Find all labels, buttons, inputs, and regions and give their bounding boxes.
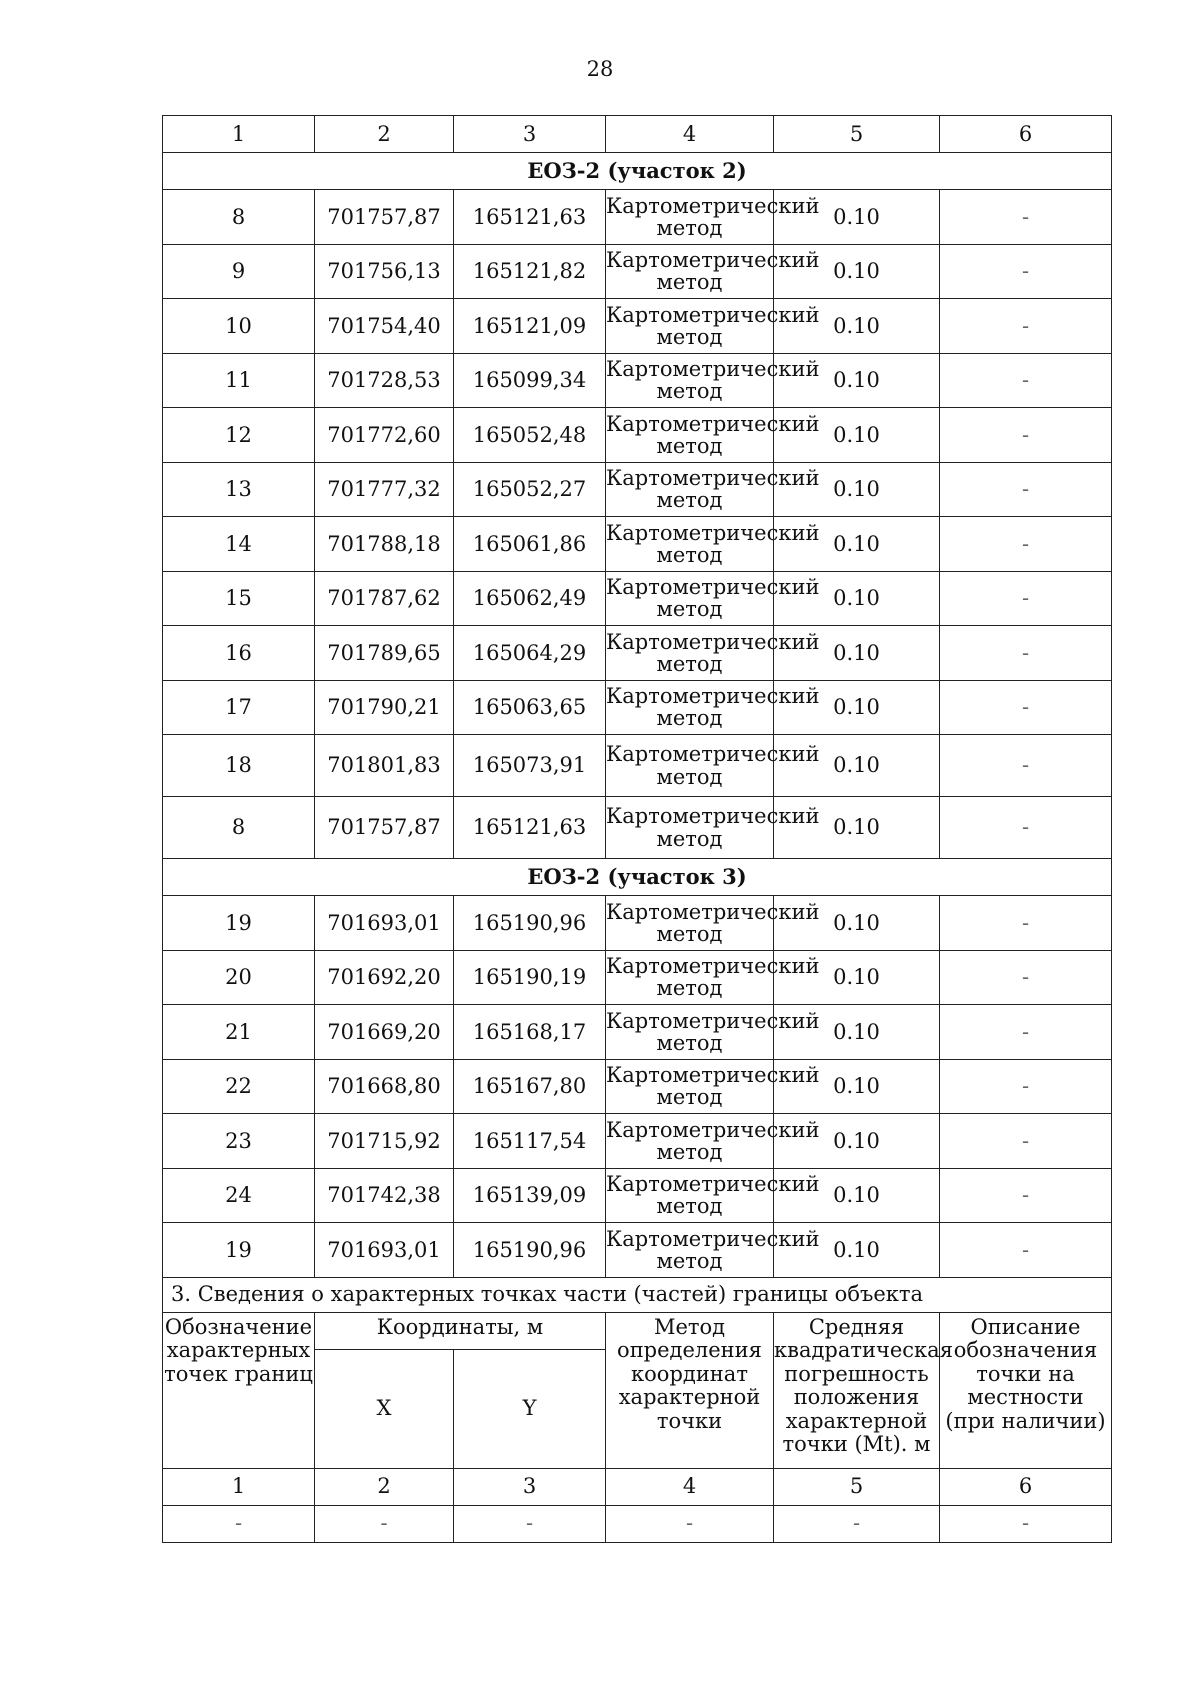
y-coordinate-cell: 165190,96 [454,1223,606,1278]
column-number-row [163,116,1112,153]
method-cell [606,462,820,517]
method-cell [606,950,820,1005]
y-coordinate-cell: 165121,82 [454,244,606,299]
accuracy-header [774,1312,953,1468]
designation-header [163,1312,315,1468]
point-number-cell: 13 [163,462,315,517]
method-text: Картометрический [606,804,820,829]
accuracy-cell: 0.10 [774,1223,940,1278]
x-coordinate-cell: 701757,87 [315,190,454,245]
method-text: метод [656,706,723,731]
method-cell [606,299,820,354]
column-number: 6 [940,1468,1112,1505]
empty-cell: - [315,1505,454,1542]
description-cell: - [940,190,1112,245]
accuracy-cell: 0.10 [774,735,940,797]
x-coordinate-cell: 701757,87 [315,797,454,859]
header-line: точки на [976,1361,1075,1386]
column-number: 4 [606,116,774,153]
y-coordinate-cell: 165190,19 [454,950,606,1005]
table-row [163,571,1112,626]
header-line: Метод [653,1314,726,1339]
point-number-cell: 16 [163,626,315,681]
method-cell [606,1005,820,1060]
method-header [606,1312,774,1468]
point-number-cell: 19 [163,896,315,951]
header-line: точки [656,1408,723,1433]
accuracy-cell: 0.10 [774,299,940,354]
method-text: Картометрический [606,899,820,924]
x-coordinate-cell: 701693,01 [315,896,454,951]
point-number-cell: 15 [163,571,315,626]
accuracy-cell: 0.10 [774,571,940,626]
header-line: характерной [618,1385,761,1410]
point-number-cell: 21 [163,1005,315,1060]
column-number: 2 [315,1468,454,1505]
header-line: (при наличии) [945,1408,1106,1433]
method-text: метод [656,826,723,851]
description-cell: - [940,735,1112,797]
x-coordinate-cell: 701693,01 [315,1223,454,1278]
description-cell: - [940,1005,1112,1060]
method-cell [606,353,820,408]
accuracy-cell: 0.10 [774,244,940,299]
point-number-cell: 22 [163,1059,315,1114]
table-row [163,1114,1112,1169]
y-header: Y [454,1349,606,1468]
method-text: Картометрический [606,193,820,218]
method-text: метод [656,597,723,622]
table-row [163,1005,1112,1060]
method-text: Картометрический [606,302,820,327]
column-number: 5 [774,116,940,153]
point-number-cell: 20 [163,950,315,1005]
method-text: Картометрический [606,466,820,491]
x-coordinate-cell: 701787,62 [315,571,454,626]
y-coordinate-cell: 165139,09 [454,1168,606,1223]
accuracy-cell: 0.10 [774,1005,940,1060]
table-row [163,626,1112,681]
method-text: Картометрический [606,742,820,767]
method-cell [606,1059,820,1114]
part3-title-row [163,1277,1112,1312]
description-cell: - [940,462,1112,517]
method-text: Картометрический [606,1117,820,1142]
description-cell: - [940,571,1112,626]
section-header-row [163,859,1112,896]
method-text: метод [656,433,723,458]
part3-title: 3. Сведения о характерных точках части (частей) границы объекта [163,1277,1112,1312]
method-text: метод [656,379,723,404]
header-line: характерной [785,1408,928,1433]
column-number: 2 [315,116,454,153]
accuracy-cell: 0.10 [774,797,940,859]
method-cell [606,244,820,299]
point-number-cell: 8 [163,190,315,245]
method-text: метод [656,1139,723,1164]
boundary-points-table [162,115,1112,1543]
y-coordinate-cell: 165117,54 [454,1114,606,1169]
method-cell [606,1114,820,1169]
point-number-cell: 19 [163,1223,315,1278]
empty-cell: - [606,1505,774,1542]
y-coordinate-cell: 165064,29 [454,626,606,681]
table-row [163,680,1112,735]
x-coordinate-cell: 701754,40 [315,299,454,354]
section-title: ЕОЗ-2 (участок 2) [163,153,1112,190]
y-coordinate-cell: 165168,17 [454,1005,606,1060]
method-text: Картометрический [606,1063,820,1088]
description-cell: - [940,680,1112,735]
point-number-cell: 11 [163,353,315,408]
part3-empty-row [163,1505,1112,1542]
table-row [163,1059,1112,1114]
method-text: метод [656,488,723,513]
page-number: 28 [586,57,614,81]
method-text: Картометрический [606,1172,820,1197]
header-line: характерных [166,1338,311,1363]
empty-cell: - [454,1505,606,1542]
point-number-cell: 9 [163,244,315,299]
method-text: метод [656,324,723,349]
section-title: ЕОЗ-2 (участок 3) [163,859,1112,896]
x-coordinate-cell: 701772,60 [315,408,454,463]
coordinates-header: Координаты, м [315,1312,606,1349]
header-line: определения [617,1338,762,1363]
point-number-cell: 17 [163,680,315,735]
y-coordinate-cell: 165167,80 [454,1059,606,1114]
accuracy-cell: 0.10 [774,408,940,463]
method-text: метод [656,976,723,1001]
table-row [163,517,1112,572]
column-number: 3 [454,1468,606,1505]
description-cell: - [940,244,1112,299]
description-cell: - [940,353,1112,408]
method-text: метод [656,921,723,946]
description-cell: - [940,950,1112,1005]
x-coordinate-cell: 701801,83 [315,735,454,797]
table-body [163,116,1112,1543]
method-cell [606,517,820,572]
accuracy-cell: 0.10 [774,950,940,1005]
accuracy-cell: 0.10 [774,1168,940,1223]
y-coordinate-cell: 165121,63 [454,797,606,859]
description-cell: - [940,626,1112,681]
description-cell: - [940,896,1112,951]
x-coordinate-cell: 701728,53 [315,353,454,408]
point-number-cell: 24 [163,1168,315,1223]
column-number: 5 [774,1468,940,1505]
table-row [163,190,1112,245]
method-text: Картометрический [606,248,820,273]
header-line: положения [793,1385,920,1410]
table-row [163,1168,1112,1223]
method-text: метод [656,1030,723,1055]
point-number-cell: 10 [163,299,315,354]
method-cell [606,190,820,245]
x-coordinate-cell: 701790,21 [315,680,454,735]
method-text: метод [656,764,723,789]
accuracy-cell: 0.10 [774,680,940,735]
table-row [163,735,1112,797]
method-cell [606,1223,820,1278]
description-cell: - [940,797,1112,859]
y-coordinate-cell: 165121,09 [454,299,606,354]
point-number-cell: 23 [163,1114,315,1169]
header-line: Средняя [808,1314,905,1339]
method-text: Картометрический [606,1008,820,1033]
x-coordinate-cell: 701692,20 [315,950,454,1005]
table-row [163,299,1112,354]
method-text: Картометрический [606,1226,820,1251]
y-coordinate-cell: 165052,27 [454,462,606,517]
method-cell [606,896,820,951]
empty-cell: - [940,1505,1112,1542]
table-row [163,950,1112,1005]
method-text: Картометрический [606,684,820,709]
x-coordinate-cell: 701668,80 [315,1059,454,1114]
point-number-cell: 18 [163,735,315,797]
description-cell: - [940,1168,1112,1223]
description-cell: - [940,1114,1112,1169]
method-text: Картометрический [606,520,820,545]
header-line: местности [967,1385,1084,1410]
description-cell: - [940,1059,1112,1114]
column-number: 6 [940,116,1112,153]
method-text: метод [656,1248,723,1273]
method-cell [606,680,820,735]
header-line: координат [631,1361,748,1386]
x-coordinate-cell: 701756,13 [315,244,454,299]
x-coordinate-cell: 701788,18 [315,517,454,572]
description-cell: - [940,408,1112,463]
empty-cell: - [774,1505,940,1542]
table-row [163,462,1112,517]
accuracy-cell: 0.10 [774,190,940,245]
x-coordinate-cell: 701669,20 [315,1005,454,1060]
method-text: Картометрический [606,357,820,382]
table-row [163,408,1112,463]
method-text: Картометрический [606,629,820,654]
description-header [940,1312,1112,1468]
column-number: 1 [163,116,315,153]
method-cell [606,735,820,797]
table-row [163,353,1112,408]
y-coordinate-cell: 165061,86 [454,517,606,572]
y-coordinate-cell: 165121,63 [454,190,606,245]
column-number: 1 [163,1468,315,1505]
point-number-cell: 8 [163,797,315,859]
table-row [163,896,1112,951]
accuracy-cell: 0.10 [774,1114,940,1169]
header-line: Описание [970,1314,1081,1339]
method-cell [606,408,820,463]
method-text: Картометрический [606,411,820,436]
x-coordinate-cell: 701715,92 [315,1114,454,1169]
y-coordinate-cell: 165099,34 [454,353,606,408]
point-number-cell: 14 [163,517,315,572]
method-text: метод [656,270,723,295]
table-row [163,797,1112,859]
method-text: метод [656,1194,723,1219]
x-coordinate-cell: 701777,32 [315,462,454,517]
accuracy-cell: 0.10 [774,896,940,951]
header-line: Обозначение [164,1314,313,1339]
accuracy-cell: 0.10 [774,626,940,681]
method-text: метод [656,651,723,676]
part3-column-number-row [163,1468,1112,1505]
column-number: 3 [454,116,606,153]
table-row [163,1223,1112,1278]
x-coordinate-cell: 701789,65 [315,626,454,681]
table-row [163,244,1112,299]
y-coordinate-cell: 165073,91 [454,735,606,797]
y-coordinate-cell: 165190,96 [454,896,606,951]
accuracy-cell: 0.10 [774,353,940,408]
accuracy-cell: 0.10 [774,517,940,572]
method-cell [606,626,820,681]
method-cell [606,797,820,859]
description-cell: - [940,1223,1112,1278]
header-line: погрешность [784,1361,929,1386]
method-text: метод [656,1085,723,1110]
header-line: обозначения [953,1338,1098,1363]
x-coordinate-cell: 701742,38 [315,1168,454,1223]
x-header: X [315,1349,454,1468]
description-cell: - [940,299,1112,354]
part3-header-row [163,1312,1112,1349]
accuracy-cell: 0.10 [774,462,940,517]
description-cell: - [940,517,1112,572]
y-coordinate-cell: 165063,65 [454,680,606,735]
method-text: метод [656,215,723,240]
accuracy-cell: 0.10 [774,1059,940,1114]
section-header-row [163,153,1112,190]
y-coordinate-cell: 165062,49 [454,571,606,626]
point-number-cell: 12 [163,408,315,463]
method-text: Картометрический [606,954,820,979]
y-coordinate-cell: 165052,48 [454,408,606,463]
header-line: точки (Mt). м [782,1432,931,1457]
method-text: метод [656,542,723,567]
header-line: точек границ [164,1361,313,1386]
method-cell [606,1168,820,1223]
method-text: Картометрический [606,575,820,600]
method-cell [606,571,820,626]
column-number: 4 [606,1468,774,1505]
header-line: квадратическая [774,1338,953,1363]
empty-cell: - [163,1505,315,1542]
